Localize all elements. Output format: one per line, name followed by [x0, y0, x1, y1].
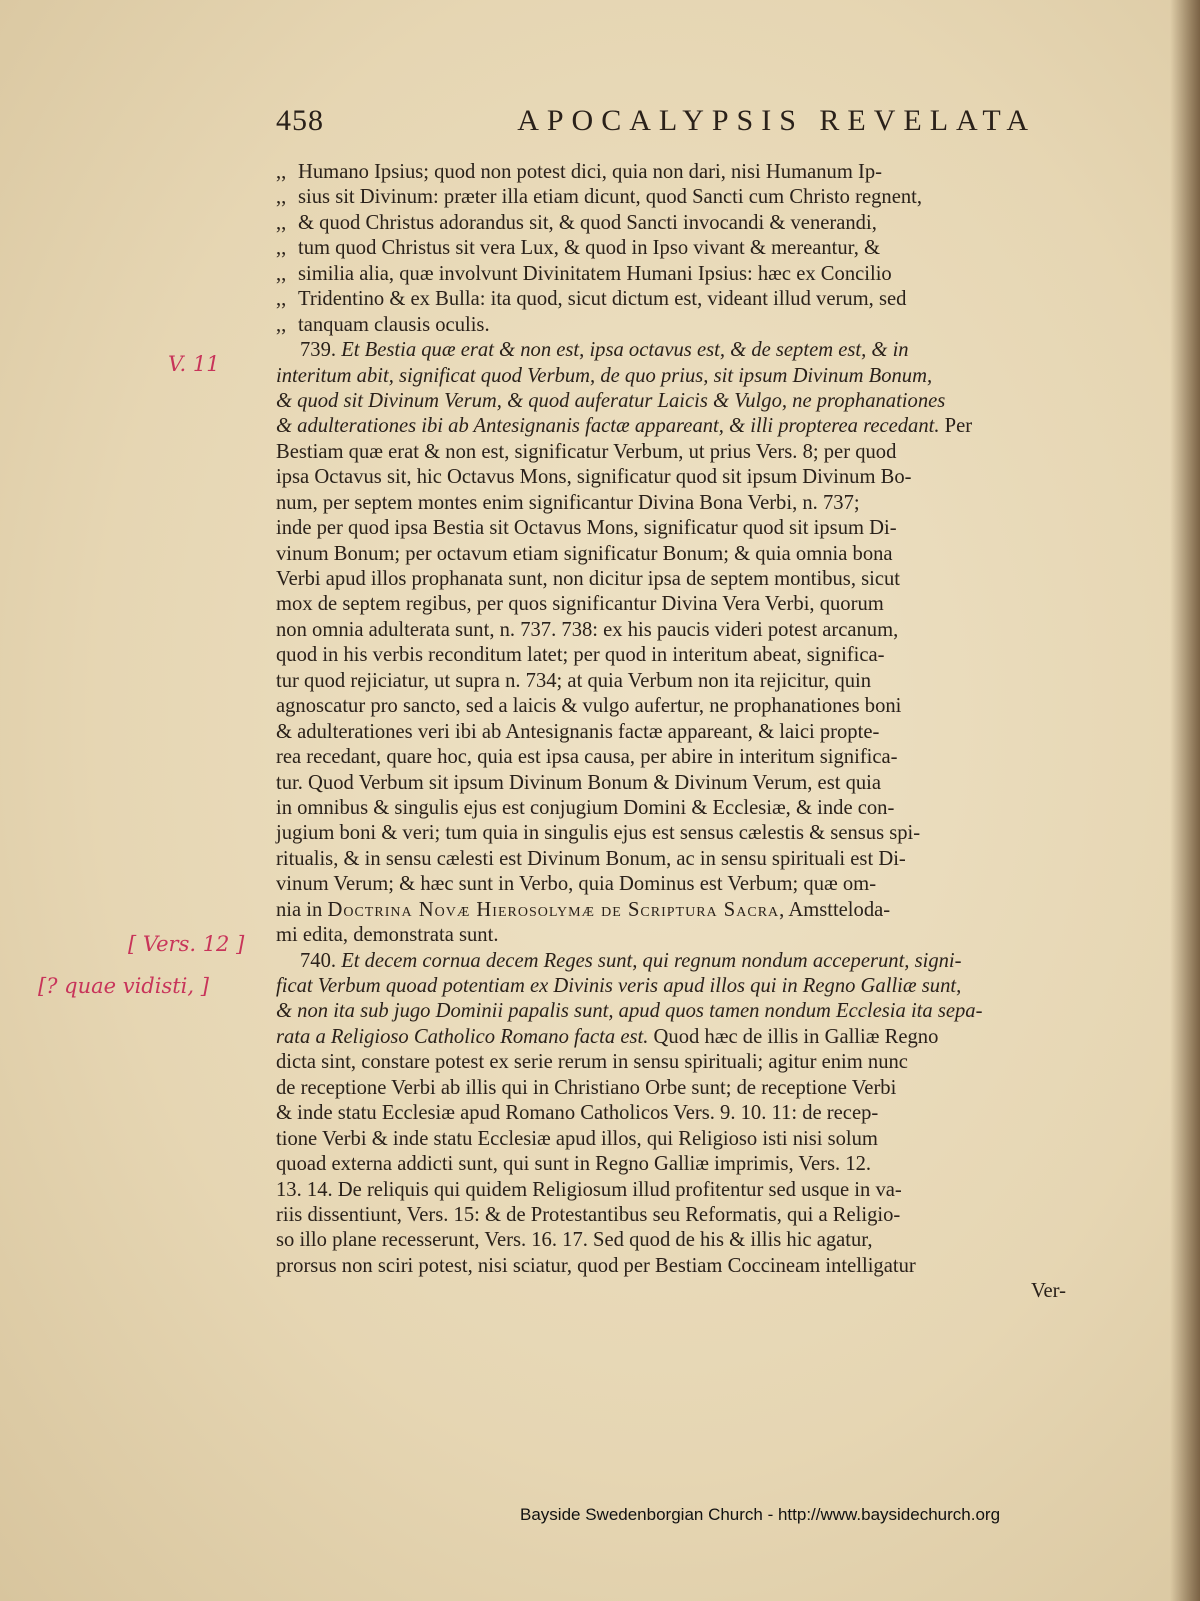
page-number: 458 [276, 104, 324, 137]
quote-line-text: Humano Ipsius; quod non potest dici, quia non dari, nisi Humanum Ip- [298, 161, 882, 183]
paragraph-740 [276, 949, 1086, 1280]
quote-line [276, 211, 1086, 236]
text-line [276, 338, 1086, 363]
italic-segment: Et Bestia quæ erat & non est, ipsa octavus est, & de septem est, & in [341, 339, 909, 362]
text-segment: so illo plane recesserunt, Vers. 16. 17. Sed quod de his & illis hic agatur, [276, 1229, 873, 1252]
text-segment: 13. 14. De reliquis qui quidem Religiosum illud profitentur sed usque in va- [276, 1178, 902, 1201]
handwritten-annotation-quae-vidisti: [? quae vidisti, ] [38, 974, 209, 998]
quotation-mark: ,, [276, 237, 287, 260]
italic-segment: ficat Verbum quoad potentiam ex Divinis veris apud illos qui in Regno Galliæ sunt, [276, 975, 962, 997]
quote-line-text: similia alia, quæ involvunt Divinitatem Humani Ipsius: hæc ex Concilio [298, 262, 892, 285]
text-segment: Per [939, 415, 973, 438]
text-segment: prorsus non sciri potest, nisi sciatur, quod per Bestiam Coccineam intelligatur [276, 1254, 916, 1277]
text-line [276, 618, 1086, 643]
italic-segment: & quod sit Divinum Verum, & quod auferatur Laicis & Vulgo, ne prophanationes [276, 389, 946, 412]
text-segment: tur. Quod Verbum sit ipsum Divinum Bonum & Divinum Verum, est quia [276, 771, 882, 794]
text-segment: mi edita, demonstrata sunt. [276, 924, 499, 947]
text-segment: nia in [276, 898, 328, 921]
text-segment: inde per quod ipsa Bestia sit Octavus Mons, significatur quod sit ipsum Di- [276, 517, 897, 540]
text-segment: dicta sint, constare potest ex serie rerum in sensu spirituali; agitur enim nunc [276, 1051, 908, 1074]
text-line [276, 745, 1086, 770]
quote-line-text: tanquam clausis oculis. [298, 313, 490, 336]
italic-segment: Et decem cornua decem Reges sunt, qui regnum nondum acceperunt, signi- [341, 949, 962, 972]
text-line [276, 923, 1086, 948]
paragraph-739 [276, 338, 1086, 949]
text-line [276, 1203, 1086, 1228]
quote-line [276, 262, 1086, 287]
text-segment: vinum Verum; & hæc sunt in Verbo, quia Dominus est Verbum; quæ om- [276, 873, 877, 896]
text-line [276, 796, 1086, 821]
text-line [276, 440, 1086, 465]
text-segment: jugium boni & veri; tum quia in singulis ejus est sensus cælestis & sensus spi- [276, 822, 921, 845]
text-line [276, 567, 1086, 592]
text-line [276, 720, 1086, 745]
running-title: APOCALYPSIS REVELATA [517, 104, 1036, 137]
text-segment: Verbi apud illos prophanata sunt, non dicitur ipsa de septem montibus, sicut [276, 568, 901, 590]
text-block [276, 160, 1086, 1305]
text-line [276, 949, 1086, 974]
quotation-mark: ,, [276, 288, 287, 311]
quote-line [276, 236, 1086, 261]
text-line [276, 1228, 1086, 1253]
quote-line-text: sius sit Divinum: præter illa etiam dicunt, quod Sancti cum Christo regnent, [298, 186, 923, 209]
quotation-mark: ,, [276, 161, 287, 183]
text-line [276, 872, 1086, 897]
text-segment: & adulterationes veri ibi ab Antesignanis factæ appareant, & laici propte- [276, 720, 880, 743]
page-header [276, 104, 1036, 148]
text-segment: Quod hæc de illis in Galliæ Regno [648, 1025, 939, 1048]
text-segment: 739. [300, 339, 342, 362]
text-segment: tione Verbi & inde statu Ecclesiæ apud illos, qui Religioso isti nisi solum [276, 1127, 878, 1150]
text-line [276, 491, 1086, 516]
text-line [276, 821, 1086, 846]
text-line [276, 1178, 1086, 1203]
italic-segment: & non ita sub jugo Dominii papalis sunt, apud quos tamen nondum Ecclesia ita sepa- [276, 1000, 983, 1023]
quote-line-text: & quod Christus adorandus sit, & quod Sancti invocandi & venerandi, [298, 211, 877, 234]
text-line [276, 669, 1086, 694]
text-line [276, 364, 1086, 389]
text-line [276, 389, 1086, 414]
text-line [276, 1152, 1086, 1177]
text-segment: Doctrina Novæ Hierosolymæ de Scriptura Sacra [327, 898, 780, 921]
text-segment: riis dissentiunt, Vers. 15: & de Protestantibus seu Reformatis, qui a Religio- [276, 1203, 901, 1226]
text-line [276, 643, 1086, 668]
text-segment: rea recedant, quare hoc, quia est ipsa causa, per abire in interitum significa- [276, 746, 898, 769]
text-line [276, 1127, 1086, 1152]
text-line [276, 1254, 1086, 1279]
quote-line-text: Tridentino & ex Bulla: ita quod, sicut dictum est, videant illud verum, sed [298, 288, 907, 311]
catchword: Ver- [1030, 1280, 1066, 1303]
text-segment: vinum Bonum; per octavum etiam significatur Bonum; & quia omnia bona [276, 542, 893, 565]
text-line [276, 974, 1086, 999]
text-line [276, 542, 1086, 567]
text-segment: non omnia adulterata sunt, n. 737. 738: ex his paucis videri potest arcanum, [276, 618, 899, 641]
quotation-mark: ,, [276, 262, 287, 285]
text-line [276, 1025, 1086, 1050]
handwritten-annotation-v11: V. 11 [168, 352, 220, 376]
quotation-mark: ,, [276, 313, 287, 336]
text-segment: Bestiam quæ erat & non est, significatur Verbum, ut prius Vers. 8; per quod [276, 440, 897, 463]
quote-line [276, 185, 1086, 210]
text-segment: ritualis, & in sensu cælesti est Divinum Bonum, ac in sensu spirituali est Di- [276, 847, 906, 870]
text-line [276, 1050, 1086, 1075]
text-segment: quoad externa addicti sunt, qui sunt in Regno Galliæ imprimis, Vers. 12. [276, 1153, 872, 1176]
italic-segment: rata a Religioso Catholico Romano facta est. [276, 1025, 649, 1048]
text-segment: tur quod rejiciatur, ut supra n. 734; at quia Verbum non ita rejicitur, quin [276, 669, 872, 692]
text-line [276, 414, 1086, 439]
footer-credit: Bayside Swedenborgian Church - http://www.baysidechurch.org [520, 1505, 1001, 1524]
text-line [276, 1076, 1086, 1101]
quote-line [276, 313, 1086, 338]
handwritten-annotation-vers12: [ Vers. 12 ] [128, 932, 245, 956]
quote-line [276, 160, 1086, 185]
text-line [276, 694, 1086, 719]
quotation-mark: ,, [276, 211, 287, 234]
quote-line-text: tum quod Christus sit vera Lux, & quod in Ipso vivant & mereantur, & [298, 237, 881, 260]
text-line [276, 898, 1086, 923]
text-line [276, 1101, 1086, 1126]
text-segment: quod in his verbis reconditum latet; per quod in interitum abeat, significa- [276, 644, 885, 667]
text-line [276, 847, 1086, 872]
text-segment: mox de septem regibus, per quos significantur Divina Vera Verbi, quorum [276, 593, 884, 616]
quotation-block [276, 160, 1086, 338]
page-gutter-shadow [1170, 0, 1200, 1601]
quotation-mark: ,, [276, 186, 287, 209]
text-line [276, 592, 1086, 617]
text-line [276, 465, 1086, 490]
text-line [276, 999, 1086, 1024]
text-line [276, 516, 1086, 541]
text-segment: 740. [300, 949, 342, 972]
italic-segment: interitum abit, significat quod Verbum, de quo prius, sit ipsum Divinum Bonum, [276, 364, 933, 387]
quote-line [276, 287, 1086, 312]
text-segment: ipsa Octavus sit, hic Octavus Mons, significatur quod sit ipsum Divinum Bo- [276, 466, 912, 489]
text-line [276, 771, 1086, 796]
text-segment: num, per septem montes enim significantur Divina Bona Verbi, n. 737; [276, 491, 860, 514]
text-segment: , Amstteloda- [779, 898, 891, 921]
text-segment: in omnibus & singulis ejus est conjugium Domini & Ecclesiæ, & inde con- [276, 796, 895, 819]
italic-segment: & adulterationes ibi ab Antesignanis factæ appareant, & illi propterea recedant. [276, 415, 940, 438]
text-segment: agnoscatur pro sancto, sed a laicis & vulgo aufertur, ne prophanationes boni [276, 695, 902, 718]
text-segment: de receptione Verbi ab illis qui in Christiano Orbe sunt; de receptione Verbi [276, 1076, 897, 1099]
text-segment: & inde statu Ecclesiæ apud Romano Catholicos Vers. 9. 10. 11: de recep- [276, 1102, 879, 1125]
